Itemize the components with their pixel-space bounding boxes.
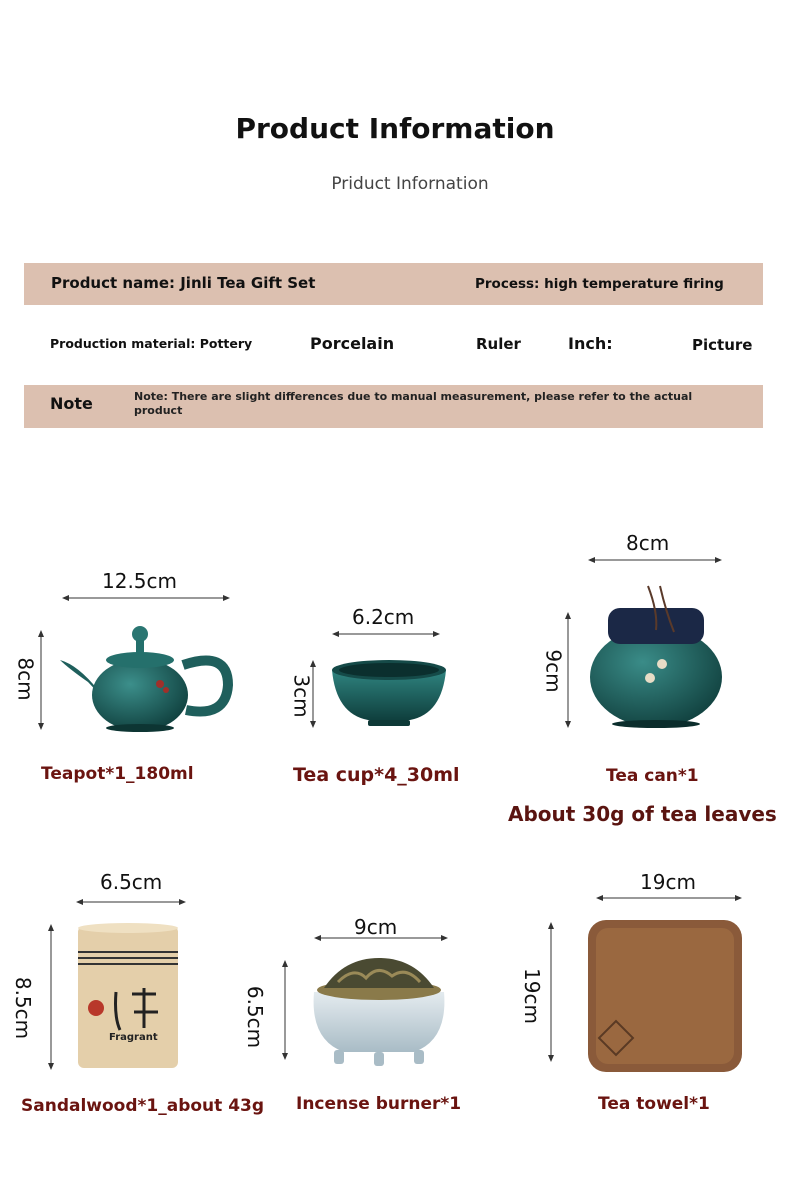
towel-height-arrow — [546, 922, 556, 1062]
note-label: Note — [50, 394, 93, 413]
incense-burner-icon — [304, 956, 454, 1068]
teacan-height: 9cm — [541, 649, 566, 693]
sandalwood-width: 6.5cm — [100, 870, 163, 894]
burner-height-arrow — [280, 960, 290, 1060]
teacan-caption: Tea can*1 — [606, 766, 699, 786]
note-text: Note: There are slight differences due to manual measurement, please refer to the actual product — [134, 390, 693, 417]
burner-width-arrow — [314, 933, 448, 943]
sandalwood-caption: Sandalwood*1_about 43g — [21, 1096, 265, 1116]
burner-height: 6.5cm — [243, 985, 268, 1049]
teacan-height-arrow — [563, 612, 573, 728]
teacan-width: 8cm — [626, 531, 670, 555]
inch-label: Inch: — [568, 334, 613, 353]
teapot-icon — [58, 620, 238, 740]
teapot-height-arrow — [36, 630, 46, 730]
teapot-caption: Teapot*1_180ml — [41, 764, 194, 784]
page-subtitle: Priduct Infornation — [331, 174, 489, 194]
teapot-height: 8cm — [13, 657, 38, 701]
tea-cup-icon — [328, 656, 450, 730]
sandalwood-box-label: Fragrant — [109, 1032, 158, 1043]
teacup-width-arrow — [332, 629, 440, 639]
teacup-width: 6.2cm — [352, 605, 415, 629]
teacup-height-arrow — [308, 660, 318, 728]
sandalwood-height: 8.5cm — [11, 976, 36, 1040]
production-material: Production material: Pottery — [50, 336, 253, 351]
product-name: Product name: Jinli Tea Gift Set — [51, 274, 316, 292]
teacan-width-arrow — [588, 555, 722, 565]
towel-width-arrow — [596, 893, 742, 903]
sandalwood-height-arrow — [46, 924, 56, 1070]
material-porcelain: Porcelain — [310, 334, 395, 353]
page-title: Product Information — [235, 112, 555, 145]
tea-can-icon — [586, 582, 726, 732]
towel-caption: Tea towel*1 — [598, 1094, 710, 1114]
process: Process: high temperature firing — [475, 276, 724, 292]
tea-towel-icon — [584, 916, 746, 1076]
sandalwood-width-arrow — [76, 897, 186, 907]
teacup-caption: Tea cup*4_30ml — [293, 764, 460, 786]
teapot-width-arrow — [62, 593, 230, 603]
burner-width: 9cm — [354, 915, 398, 939]
burner-caption: Incense burner*1 — [296, 1094, 462, 1114]
towel-height: 19cm — [519, 968, 544, 1024]
towel-width: 19cm — [640, 870, 696, 894]
teacup-height: 3cm — [289, 674, 314, 718]
sandalwood-box-icon — [76, 922, 180, 1072]
teacan-extra: About 30g of tea leaves — [508, 802, 777, 826]
ruler-label: Ruler — [476, 335, 521, 353]
teapot-width: 12.5cm — [102, 569, 178, 593]
picture-label: Picture — [692, 336, 753, 354]
